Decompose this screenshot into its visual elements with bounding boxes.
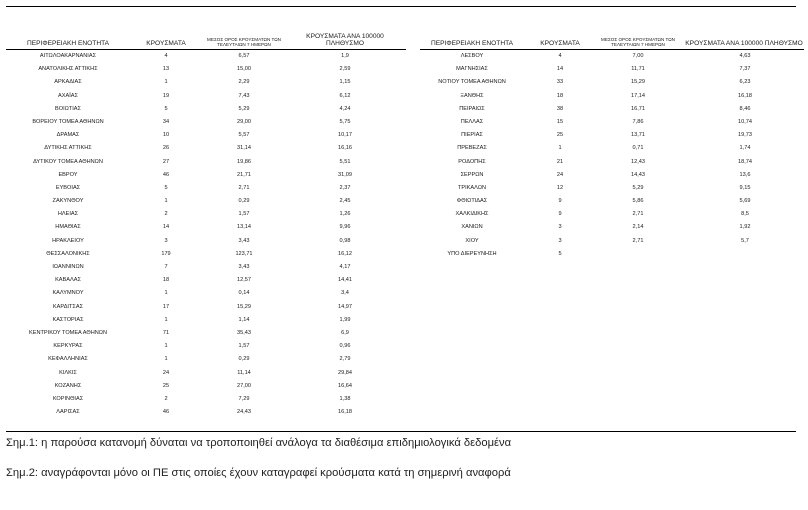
header-7day-average: ΜΕΣΟΣ ΟΡΟΣ ΚΡΟΥΣΜΑΤΩΝ ΤΩΝ ΤΕΛΕΥΤΑΙΩΝ 7 ΗΜΕΡΩΝ: [207, 37, 281, 48]
cell-per-100k: 14,97: [338, 303, 352, 310]
table-row: [6, 261, 406, 274]
cell-per-100k: 2,37: [339, 184, 351, 191]
cell-per-100k: 14,41: [338, 277, 352, 284]
cell-per-100k: 16,12: [338, 250, 352, 257]
cell-7day-average: 12,57: [237, 277, 251, 284]
cell-cases: 10: [162, 132, 170, 139]
cell-per-100k: 13,6: [739, 171, 751, 178]
cell-cases: 2: [164, 395, 168, 402]
cell-region: ΥΠΟ ΔΙΕΡΕΥΝΗΣΗ: [447, 250, 497, 257]
cell-7day-average: 12,43: [631, 158, 645, 165]
cell-7day-average: 14,43: [631, 171, 645, 178]
table-row: [6, 221, 406, 234]
cell-7day-average: 3,43: [238, 237, 250, 244]
cell-region: ΠΙΕΡΙΑΣ: [461, 132, 483, 139]
cell-region: ΒΟΙΩΤΙΑΣ: [55, 105, 81, 112]
cell-per-100k: 0,96: [339, 343, 351, 350]
table-row: [420, 76, 804, 89]
table-row: [420, 195, 804, 208]
table-header: [420, 32, 804, 50]
cell-per-100k: 10,74: [738, 118, 752, 125]
cell-per-100k: 1,92: [739, 224, 751, 231]
table-row: [6, 327, 406, 340]
cell-7day-average: 15,00: [237, 66, 251, 73]
cell-per-100k: 6,23: [739, 79, 751, 86]
cell-cases: 1: [164, 198, 168, 205]
table-row: [6, 274, 406, 287]
table-row: [420, 90, 804, 103]
cell-per-100k: 1,26: [339, 211, 351, 218]
table-row: [6, 208, 406, 221]
cell-cases: 3: [164, 237, 168, 244]
table-row: [420, 182, 804, 195]
cell-cases: 1: [164, 290, 168, 297]
table-row: [6, 76, 406, 89]
table-row: [420, 221, 804, 234]
cell-region: ΚΕΝΤΡΙΚΟΥ ΤΟΜΕΑ ΑΘΗΝΩΝ: [28, 329, 107, 336]
cell-region: ΠΕΙΡΑΙΩΣ: [459, 105, 485, 112]
cell-region: ΚΙΛΚΙΣ: [59, 369, 77, 376]
cell-region: ΚΟΖΑΝΗΣ: [54, 382, 82, 389]
cell-region: ΔΡΑΜΑΣ: [56, 132, 80, 139]
table-row: [6, 142, 406, 155]
header-per-100k: ΚΡΟΥΣΜΑΤΑ ΑΝΑ 100000 ΠΛΗΘΥΣΜΟ: [685, 40, 803, 48]
cases-table-left: [6, 32, 406, 419]
cell-per-100k: 1,15: [339, 79, 351, 86]
cell-region: ΑΙΤΩΛΟΑΚΑΡΝΑΝΙΑΣ: [39, 53, 97, 59]
table-row: [420, 50, 804, 63]
cell-per-100k: 8,46: [739, 105, 751, 112]
cell-region: ΠΕΛΛΑΣ: [460, 118, 484, 125]
cell-7day-average: 29,00: [237, 118, 251, 125]
cell-cases: 46: [162, 171, 170, 178]
table-row: [6, 103, 406, 116]
cell-cases: 1: [164, 356, 168, 363]
cell-region: ΚΑΛΥΜΝΟΥ: [52, 290, 84, 297]
cell-region: ΘΕΣΣΑΛΟΝΙΚΗΣ: [46, 250, 90, 257]
cell-7day-average: 13,14: [237, 224, 251, 231]
cell-per-100k: 4,17: [339, 264, 351, 270]
table-row: [6, 235, 406, 248]
table-row: [6, 156, 406, 169]
cell-cases: 46: [162, 409, 170, 416]
table-row: [6, 393, 406, 406]
cell-per-100k: 1,99: [339, 316, 351, 323]
cell-cases: 19: [162, 92, 170, 99]
cell-cases: 34: [162, 118, 170, 125]
cell-region: ΙΩΑΝΝΙΝΩΝ: [52, 264, 84, 270]
table-row: [6, 380, 406, 393]
cell-7day-average: 7,00: [632, 53, 644, 59]
cell-cases: 3: [558, 237, 562, 244]
header-region: ΠΕΡΙΦΕΡΕΙΑΚΗ ΕΝΟΤΗΤΑ: [430, 40, 514, 48]
cell-7day-average: 7,43: [238, 92, 250, 99]
cell-cases: 21: [556, 158, 564, 165]
cell-7day-average: 2,14: [632, 224, 644, 231]
table-row: [6, 367, 406, 380]
cell-per-100k: 1,38: [339, 395, 351, 402]
header-region: ΠΕΡΙΦΕΡΕΙΑΚΗ ΕΝΟΤΗΤΑ: [26, 40, 110, 48]
cell-per-100k: 6,12: [339, 92, 351, 99]
table-row: [420, 116, 804, 129]
table-row: [420, 208, 804, 221]
cell-per-100k: 5,7: [741, 237, 749, 244]
table-row: [6, 195, 406, 208]
table-row: [420, 156, 804, 169]
table-row: [6, 406, 406, 419]
cell-per-100k: 16,18: [738, 92, 752, 99]
cell-region: ΚΟΡΙΝΘΙΑΣ: [52, 395, 84, 402]
cell-7day-average: 5,57: [238, 132, 250, 139]
table-row: [6, 287, 406, 300]
footnote-1: Σημ.1: η παρούσα κατανομή δύναται να τροποποιηθεί ανάλογα τα διαθέσιμα επιδημιολογικά δεδομένα: [6, 437, 512, 449]
cell-7day-average: 123,71: [235, 250, 253, 257]
cell-cases: 1: [164, 343, 168, 350]
cell-cases: 4: [558, 53, 562, 59]
cell-cases: 179: [161, 250, 171, 257]
table-row: [420, 142, 804, 155]
table-row: [6, 314, 406, 327]
cell-region: ΧΑΝΙΩΝ: [461, 224, 483, 231]
cell-region: ΝΟΤΙΟΥ ΤΟΜΕΑ ΑΘΗΝΩΝ: [438, 79, 506, 86]
header-per-100k: ΚΡΟΥΣΜΑΤΑ ΑΝΑ 100000 ΠΛΗΘΥΣΜΟ: [306, 33, 384, 48]
cell-7day-average: 21,71: [237, 171, 251, 178]
cell-cases: 9: [558, 211, 562, 218]
cell-cases: 7: [164, 264, 168, 270]
cell-per-100k: 18,74: [738, 158, 752, 165]
cell-region: ΗΜΑΘΙΑΣ: [55, 224, 81, 231]
cell-7day-average: 7,29: [238, 395, 250, 402]
cell-7day-average: 5,29: [238, 105, 250, 112]
cell-cases: 18: [162, 277, 170, 284]
table-row: [6, 129, 406, 142]
cell-cases: 4: [164, 53, 168, 59]
cell-region: ΦΘΙΩΤΙΔΑΣ: [456, 198, 488, 205]
cell-7day-average: 11,14: [237, 369, 251, 376]
cell-cases: 3: [558, 224, 562, 231]
cell-region: ΑΝΑΤΟΛΙΚΗΣ ΑΤΤΙΚΗΣ: [38, 66, 98, 73]
cell-region: ΚΑΡΔΙΤΣΑΣ: [52, 303, 84, 310]
table-row: [420, 169, 804, 182]
header-cases: ΚΡΟΥΣΜΑΤΑ: [540, 40, 580, 48]
cell-7day-average: 1,14: [238, 316, 250, 323]
cell-7day-average: 17,14: [631, 92, 645, 99]
cell-region: ΞΑΝΘΗΣ: [460, 92, 484, 99]
cell-per-100k: 6,9: [341, 329, 349, 336]
table-body-left: [6, 50, 406, 419]
cell-region: ΔΥΤΙΚΗΣ ΑΤΤΙΚΗΣ: [44, 145, 92, 152]
cell-7day-average: 2,71: [632, 211, 644, 218]
cell-region: ΚΕΦΑΛΛΗΝΙΑΣ: [48, 356, 88, 363]
cell-region: ΜΑΓΝΗΣΙΑΣ: [456, 66, 488, 73]
cell-region: ΧΑΛΚΙΔΙΚΗΣ: [455, 211, 489, 218]
cell-7day-average: 16,71: [631, 105, 645, 112]
cell-cases: 14: [162, 224, 170, 231]
cell-per-100k: 2,59: [339, 66, 351, 73]
cell-7day-average: 31,14: [237, 145, 251, 152]
cell-cases: 2: [164, 211, 168, 218]
cell-7day-average: 2,71: [632, 237, 644, 244]
header-cases: ΚΡΟΥΣΜΑΤΑ: [146, 40, 186, 48]
cell-region: ΚΑΒΑΛΑΣ: [55, 277, 81, 284]
cell-per-100k: 16,64: [338, 382, 352, 389]
cell-region: ΚΑΣΤΟΡΙΑΣ: [52, 316, 84, 323]
cell-per-100k: 16,16: [338, 145, 352, 152]
cell-7day-average: 7,86: [632, 118, 644, 125]
table-row: [6, 50, 406, 63]
cell-cases: 12: [556, 184, 564, 191]
cell-region: ΗΡΑΚΛΕΙΟΥ: [52, 237, 84, 244]
cell-cases: 24: [162, 369, 170, 376]
cell-region: ΗΛΕΙΑΣ: [57, 211, 79, 218]
table-row: [6, 340, 406, 353]
cell-7day-average: 2,29: [238, 79, 250, 86]
header-7day-average: ΜΕΣΟΣ ΟΡΟΣ ΚΡΟΥΣΜΑΤΩΝ ΤΩΝ ΤΕΛΕΥΤΑΙΩΝ 7 ΗΜΕΡΩΝ: [601, 37, 675, 48]
cell-region: ΣΕΡΡΩΝ: [460, 171, 484, 178]
table-row: [420, 235, 804, 248]
cell-region: ΚΕΡΚΥΡΑΣ: [53, 343, 83, 350]
cell-per-100k: 0,98: [339, 237, 351, 244]
cell-per-100k: 8,5: [741, 211, 749, 218]
cell-7day-average: 6,57: [238, 53, 250, 59]
cell-region: ΧΙΟΥ: [465, 237, 479, 244]
cell-region: ΤΡΙΚΑΛΩΝ: [457, 184, 487, 191]
cell-region: ΕΥΒΟΙΑΣ: [55, 184, 81, 191]
cell-cases: 15: [556, 118, 564, 125]
table-row: [6, 182, 406, 195]
cell-cases: 26: [162, 145, 170, 152]
cell-cases: 1: [164, 316, 168, 323]
cell-per-100k: 1,74: [739, 145, 751, 152]
cell-region: ΔΥΤΙΚΟΥ ΤΟΜΕΑ ΑΘΗΝΩΝ: [33, 158, 103, 165]
cell-7day-average: 5,29: [632, 184, 644, 191]
cell-cases: 1: [558, 145, 562, 152]
cell-cases: 24: [556, 171, 564, 178]
cell-cases: 25: [162, 382, 170, 389]
cell-per-100k: 3,4: [341, 290, 349, 297]
cell-cases: 25: [556, 132, 564, 139]
cell-per-100k: 9,96: [339, 224, 351, 231]
cell-per-100k: 1,9: [341, 53, 349, 59]
table-row: [6, 248, 406, 261]
cell-region: ΑΡΚΑΔΙΑΣ: [54, 79, 82, 86]
table-row: [6, 301, 406, 314]
table-row: [6, 116, 406, 129]
footnote-2: Σημ.2: αναγράφονται μόνο οι ΠΕ στις οποίες έχουν καταγραφεί κρούσματα κατά τη σημερινή αναφορά: [6, 467, 511, 479]
table-row: [6, 90, 406, 103]
cases-table-right: [420, 32, 804, 261]
cell-per-100k: 5,51: [339, 158, 351, 165]
cell-7day-average: 0,14: [238, 290, 250, 297]
cell-per-100k: 9,15: [739, 184, 751, 191]
cell-7day-average: 11,71: [631, 66, 645, 73]
table-row: [420, 63, 804, 76]
cell-7day-average: 13,71: [631, 132, 645, 139]
cell-7day-average: 24,43: [237, 409, 251, 416]
cell-cases: 27: [162, 158, 170, 165]
cell-per-100k: 4,63: [739, 53, 751, 59]
cell-region: ΡΟΔΟΠΗΣ: [458, 158, 486, 165]
cell-7day-average: 2,71: [238, 184, 250, 191]
cell-7day-average: 27,00: [237, 382, 251, 389]
cell-region: ΑΧΑΪΑΣ: [58, 92, 78, 99]
table-header: [6, 32, 406, 50]
cell-7day-average: 3,43: [238, 264, 250, 270]
cell-cases: 33: [556, 79, 564, 86]
cell-7day-average: 0,29: [238, 356, 250, 363]
cell-cases: 71: [162, 329, 170, 336]
cell-region: ΖΑΚΥΝΘΟΥ: [52, 198, 84, 205]
table-body-right: [420, 50, 804, 261]
top-divider: [6, 6, 796, 7]
cell-per-100k: 16,18: [338, 409, 352, 416]
cell-7day-average: 1,57: [238, 343, 250, 350]
cell-per-100k: 2,79: [339, 356, 351, 363]
cell-cases: 18: [556, 92, 564, 99]
cell-cases: 38: [556, 105, 564, 112]
cell-7day-average: 15,29: [237, 303, 251, 310]
cell-per-100k: 5,75: [339, 118, 351, 125]
cell-cases: 13: [162, 66, 170, 73]
table-row: [420, 248, 804, 261]
cell-7day-average: 5,86: [632, 198, 644, 205]
cell-7day-average: 15,29: [631, 79, 645, 86]
cell-7day-average: 1,57: [238, 211, 250, 218]
cell-7day-average: 0,29: [238, 198, 250, 205]
cell-per-100k: 29,84: [338, 369, 352, 376]
cell-per-100k: 4,24: [339, 105, 351, 112]
cell-cases: 5: [164, 184, 168, 191]
table-row: [6, 353, 406, 366]
cell-region: ΛΕΣΒΟΥ: [460, 53, 484, 59]
cell-cases: 5: [164, 105, 168, 112]
table-row: [420, 129, 804, 142]
cell-per-100k: 31,09: [338, 171, 352, 178]
bottom-divider: [6, 431, 796, 432]
cell-7day-average: 0,71: [632, 145, 644, 152]
cell-cases: 9: [558, 198, 562, 205]
cell-region: ΕΒΡΟΥ: [58, 171, 78, 178]
cell-cases: 5: [558, 250, 562, 257]
cell-region: ΠΡΕΒΕΖΑΣ: [457, 145, 487, 152]
cell-region: ΛΑΡΙΣΑΣ: [56, 409, 80, 416]
cell-per-100k: 2,45: [339, 198, 351, 205]
table-row: [6, 169, 406, 182]
cell-per-100k: 19,73: [738, 132, 752, 139]
cell-cases: 1: [164, 79, 168, 86]
cell-region: ΒΟΡΕΙΟΥ ΤΟΜΕΑ ΑΘΗΝΩΝ: [32, 118, 104, 125]
cell-cases: 14: [556, 66, 564, 73]
cell-cases: 17: [162, 303, 170, 310]
cell-per-100k: 5,69: [739, 198, 751, 205]
cell-7day-average: 19,86: [237, 158, 251, 165]
table-row: [6, 63, 406, 76]
table-row: [420, 103, 804, 116]
cell-per-100k: 7,37: [739, 66, 751, 73]
cell-7day-average: 35,43: [237, 329, 251, 336]
cell-per-100k: 10,17: [338, 132, 352, 139]
